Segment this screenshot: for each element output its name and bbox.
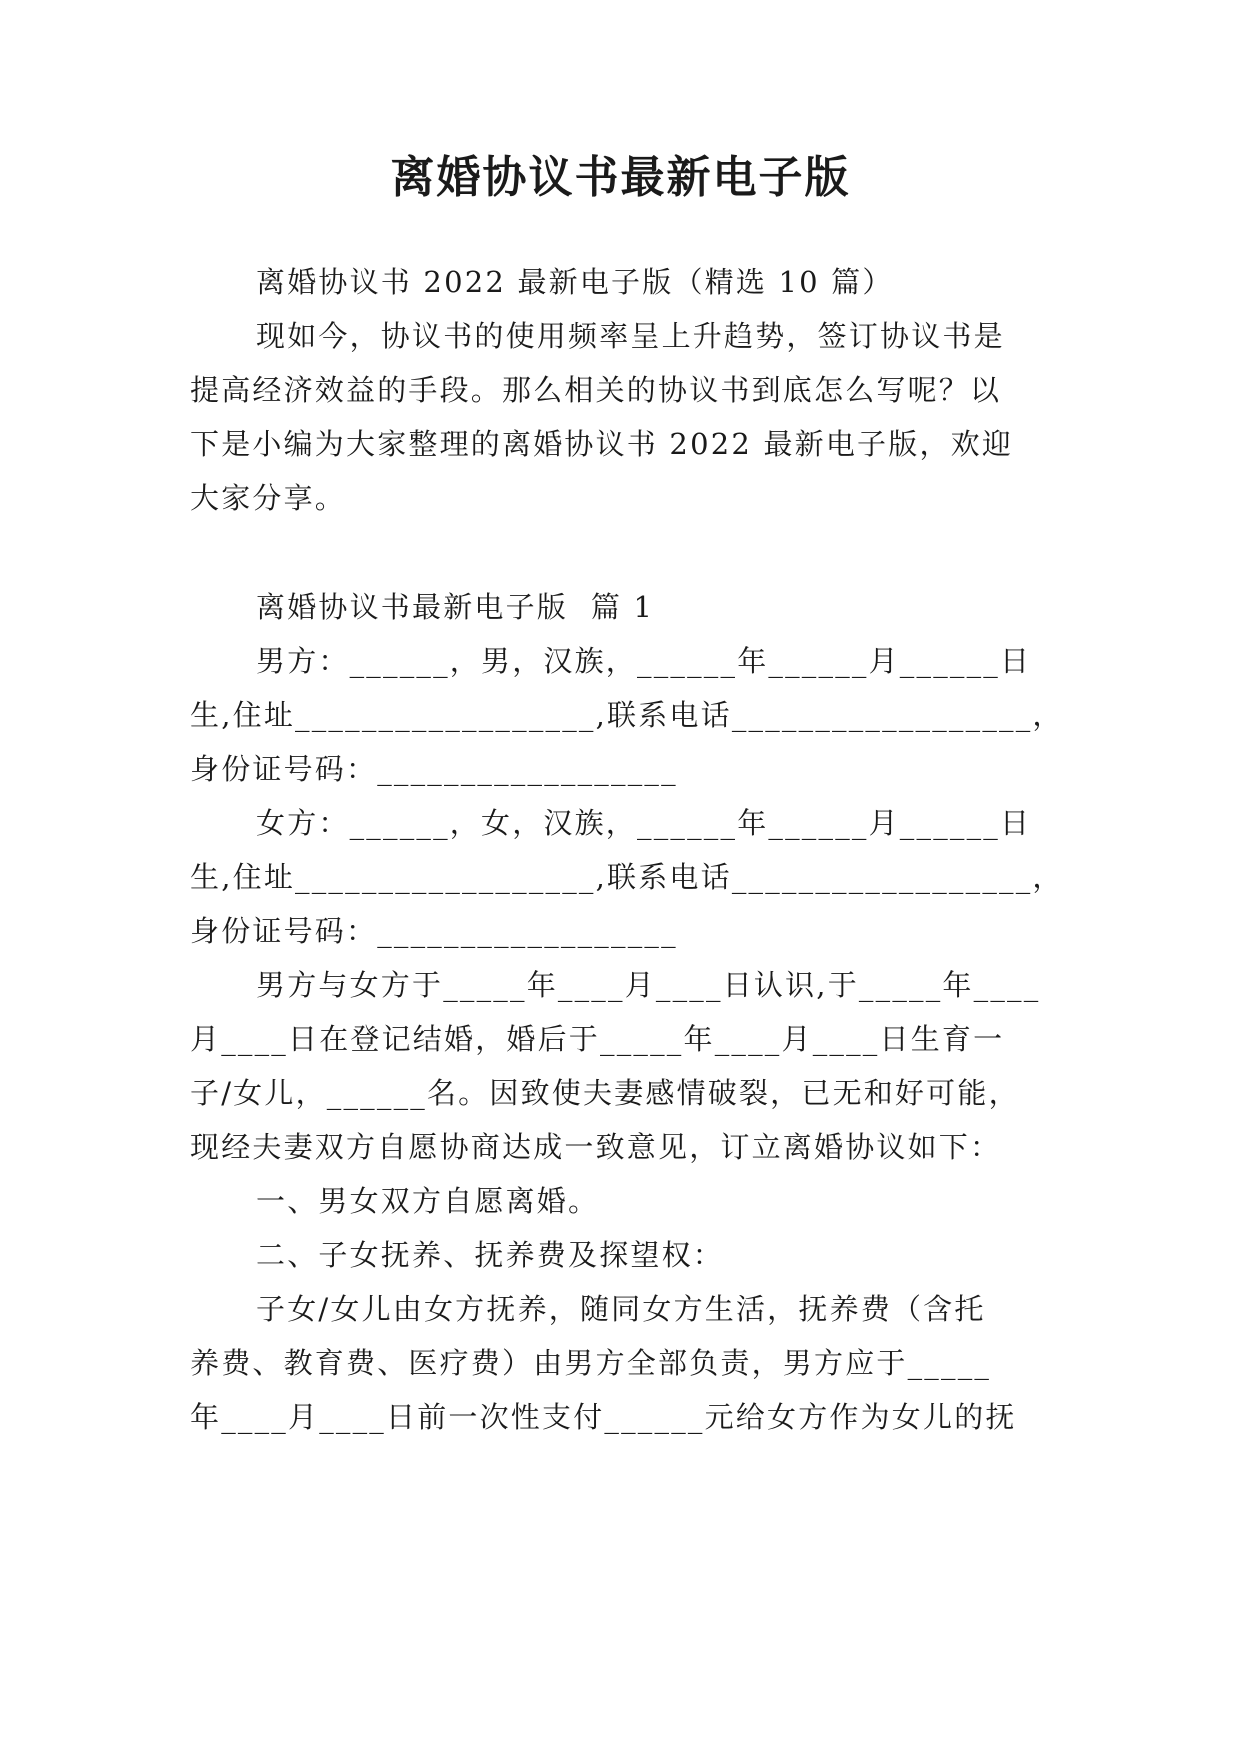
paragraph-line: 女方：______，女，汉族，______年______月______日 (256, 806, 1032, 840)
paragraph-line: 月____日在登记结婚，婚后于_____年____月____日生育一 (190, 1022, 1005, 1056)
paragraph-line: 养费、教育费、医疗费）由男方全部负责，男方应于_____ (190, 1346, 992, 1380)
paragraph-line: 一、男女双方自愿离婚。 (256, 1184, 600, 1218)
paragraph-line: 身份证号码：__________________ (190, 914, 678, 948)
paragraph-line: 生,住址__________________,联系电话__________________， (190, 698, 1064, 732)
paragraph-line: 年____月____日前一次性支付______元给女方作为女儿的抚 (190, 1400, 1017, 1434)
paragraph-line: 现经夫妻双方自愿协商达成一致意见，订立离婚协议如下： (190, 1130, 1002, 1164)
paragraph-line: 男方：______，男，汉族，______年______月______日 (256, 644, 1032, 678)
paragraph-line: 二、子女抚养、抚养费及探望权： (256, 1238, 725, 1272)
document-title: 离婚协议书最新电子版 (390, 152, 851, 203)
paragraph-line: 身份证号码：__________________ (190, 752, 678, 786)
section-heading: 离婚协议书最新电子版 篇 1 (256, 590, 655, 624)
paragraph-line: 男方与女方于_____年____月____日认识,于_____年____ (256, 968, 1041, 1002)
paragraph-line: 提高经济效益的手段。那么相关的协议书到底怎么写呢？以 (190, 373, 1002, 407)
paragraph-line: 生,住址__________________,联系电话__________________， (190, 860, 1064, 894)
paragraph-line: 子女/女儿由女方抚养，随同女方生活，抚养费（含托 (256, 1292, 986, 1326)
paragraph-line: 大家分享。 (190, 481, 347, 515)
paragraph-line: 子/女儿，______名。因致使夫妻感情破裂，已无和好可能， (190, 1076, 1020, 1110)
subtitle-line: 离婚协议书 2022 最新电子版（精选 10 篇） (256, 265, 894, 299)
paragraph-line: 下是小编为大家整理的离婚协议书 2022 最新电子版，欢迎 (190, 427, 1014, 461)
paragraph-line: 现如今，协议书的使用频率呈上升趋势，签订协议书是 (256, 319, 1005, 353)
